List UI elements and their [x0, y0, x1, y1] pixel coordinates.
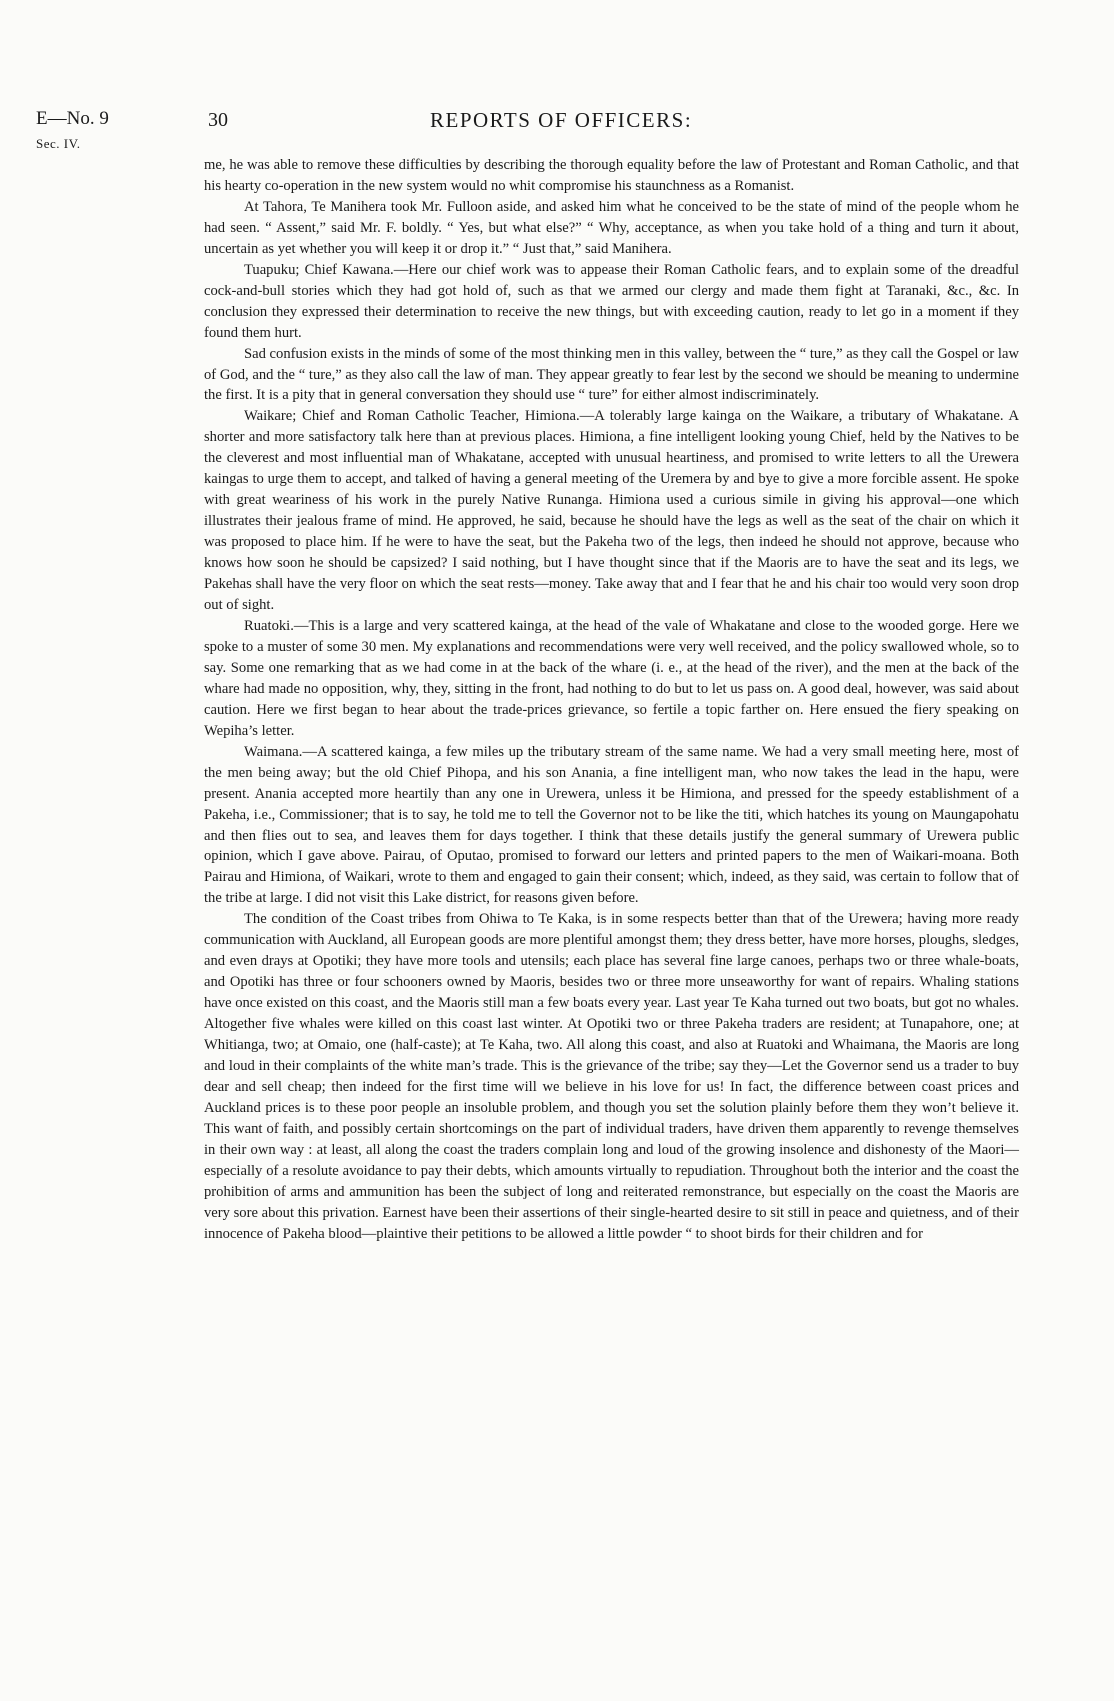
paragraph: me, he was able to remove these difficulties by describing the thorough equality before the law of Protestant and Roman Catholic, and that his hearty co-operation in the new system would no whit compromise his staunchness as a Romanist. [204, 157, 1019, 194]
page-title: REPORTS OF OFFICERS: [430, 108, 693, 132]
paragraph: At Tahora, Te Manihera took Mr. Fulloon aside, and asked him what he conceived to be the state of mind of the people whom he had seen. “ Assent,” said Mr. F. boldly. “ Yes, but what else?” “ Why, acceptance, as when you take hold of a thing and turn it about, uncertain as yet whether you will keep it or drop it.” “ Just that,” said Manihera. [204, 198, 1019, 257]
paragraph: Waimana.—A scattered kainga, a few miles up the tributary stream of the same name. We had a very small meeting here, most of the men being away; but the old Chief Pihopa, and his son Anania, a fine intelligent man, who now takes the lead in the hapu, were present. Anania accepted more heartily than any one in Urewera, unless it be Himiona, and pressed for the speedy establishment of a Pakeha, i.e., Commissioner; that is to say, he told me to tell the Governor not to be like the titi, which hatches its young on Maungapohatu and then flies out to sea, and leaves them for days together. I think that these details justify the general summary of Urewera public opinion, which I gave above. Pairau, of Oputao, promised to forward our letters and printed papers to the men of Waikari-moana. Both Pairau and Himiona, of Waikari, wrote to them and engaged to gain their consent; which, indeed, as they said, was certain to follow that of the tribe at large. I did not visit this Lake district, for reasons given before. [204, 743, 1019, 907]
body-text [204, 155, 1019, 1245]
page-number: 30 [208, 109, 228, 131]
paragraph: Ruatoki.—This is a large and very scattered kainga, at the head of the vale of Whakatane and close to the wooded gorge. Here we spoke to a muster of some 30 men. My explanations and recommendations were very well received, and the policy swallowed whole, so to say. Some one remarking that as we had come in at the back of the whare (i. e., at the head of the river), and the men at the back of the whare had made no opposition, why, they, sitting in the front, had nothing to do but to let us pass on. A good deal, however, was said about caution. Here we first began to hear about the trade-prices grievance, so fertile a topic farther on. Here ensued the fiery speaking on Wepiha’s letter. [204, 617, 1019, 739]
paragraph: Sad confusion exists in the minds of some of the most thinking men in this valley, between the “ ture,” as they call the Gospel or law of God, and the “ ture,” as they also call the law of man. They appear greatly to fear lest by the second we should be meaning to undermine the first. It is a pity that in general conversation they should use “ ture” for either almost indiscriminately. [204, 345, 1019, 404]
document-reference: E—No. 9 [36, 108, 109, 129]
section-label: Sec. IV. [36, 136, 81, 151]
paragraph: Waikare; Chief and Roman Catholic Teacher, Himiona.—A tolerably large kainga on the Waikare, a tributary of Whakatane. A shorter and more satisfactory talk here than at previous places. Himiona, a fine intelligent looking young Chief, held by the Natives to be the cleverest and most influential man of Whakatane, accepted with unusual heartiness, and promised to write letters to all the Urewera kaingas to urge them to accept, and talked of having a general meeting of the Uremera by and bye to give a more forcible assent. He spoke with great weariness of his work in the purely Native Runanga. Himiona used a curious simile in giving his approval—one which illustrates their jealous frame of mind. He approved, he said, because he should have the legs as well as the seat of the chair on which it was proposed to place him. If he were to have the seat, but the Pakeha two of the legs, then indeed he should not approve, because who knows how soon he should be capsized? I said nothing, but I have thought since that if the Maoris are to have the seat and its legs, we Pakehas shall have the very floor on which the seat rests—money. Take away that and I fear that he and his chair too would very soon drop out of sight. [204, 408, 1019, 614]
paragraph: Tuapuku; Chief Kawana.—Here our chief work was to appease their Roman Catholic fears, and to explain some of the dreadful cock-and-bull stories which they had got hold of, such as that we armed our clergy and made them fight at Taranaki, &c., &c. In conclusion they expressed their determination to receive the new things, but with exceeding caution, ready to let go in a moment if they found them hurt. [204, 261, 1019, 341]
paragraph: The condition of the Coast tribes from Ohiwa to Te Kaka, is in some respects better than that of the Urewera; having more ready communication with Auckland, all European goods are more plentiful amongst them; they dress better, have more horses, ploughs, sledges, and even drays at Opotiki; they have more tools and utensils; each place has several fine large canoes, perhaps two or three whale-boats, and Opotiki has three or four schooners owned by Maoris, besides two or three more unseaworthy for want of repairs. Whaling stations have once existed on this coast, and the Maoris still man a few boats every year. Last year Te Kaha turned out two boats, but got no whales. Altogether five whales were killed on this coast last winter. At Opotiki two or three Pakeha traders are resident; at Tunapahore, one; at Whitianga, two; at Omaio, one (half-caste); at Te Kaha, two. All along this coast, and also at Ruatoki and Whaimana, the Maoris are long and loud in their complaints of the white man’s trade. This is the grievance of the tribe; say they—Let the Governor send us a trader to buy dear and sell cheap; then indeed for the first time will we believe in his love for us! In fact, the difference between coast prices and Auckland prices is to these poor people an insoluble problem, and though you set the solution plainly before them they won’t believe it. This want of faith, and possibly certain shortcomings on the part of individual traders, have driven them apparently to revenge themselves in their own way : at least, all along the coast the traders complain long and loud of the growing insolence and dishonesty of the Maori—especially of a resolute avoidance to pay their debts, which amounts virtually to repudiation. Throughout both the interior and the coast the prohibition of arms and ammunition has been the subject of long and reiterated remonstrance, but especially on the coast the Maoris are very sore about this privation. Earnest have been their assertions of their single-hearted desire to sit still in peace and quietness, and of their innocence of Pakeha blood—plaintive their petitions to be allowed a little powder “ to shoot birds for their children and for [204, 911, 1019, 1242]
